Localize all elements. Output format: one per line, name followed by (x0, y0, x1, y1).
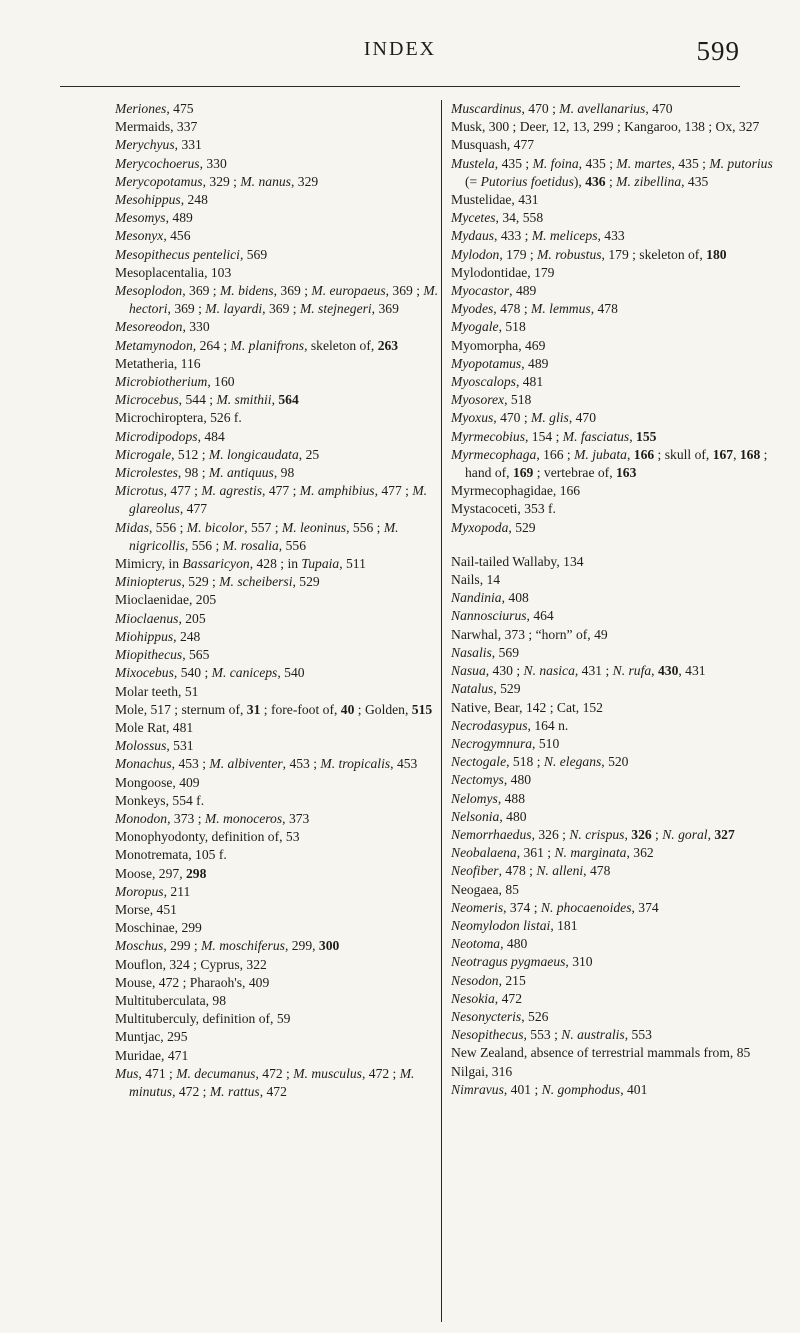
index-entry: Mycetes, 34, 558 (451, 210, 544, 226)
index-entry: Nimravus, 401 ; N. gomphodus, 401 (451, 1081, 648, 1097)
index-entry: Monkeys, 554 f. (115, 792, 205, 808)
index-entry: Nemorrhaedus, 326 ; N. crispus, 326 ; N. goral, 327 (451, 826, 735, 842)
index-entry: Monophyodonty, definition of, 53 (115, 829, 300, 845)
index-entry: Muntjac, 295 (115, 1029, 188, 1045)
index-entry: Microbiotherium, 160 (115, 374, 235, 390)
index-entry: Myosorex, 518 (451, 392, 532, 408)
index-entry: Morse, 451 (115, 901, 177, 917)
index-entry: Nectogale, 518 ; N. elegans, 520 (451, 754, 629, 770)
index-entry: Neotragus pygmaeus, 310 (451, 954, 593, 970)
index-entry: Mesoplacentalia, 103 (115, 264, 232, 280)
index-entry: Natalus, 529 (451, 681, 521, 697)
index-entry: Myoxus, 470 ; M. glis, 470 (451, 410, 596, 426)
index-entry: Mioclaenidae, 205 (115, 592, 217, 608)
page-header (60, 38, 740, 78)
running-title: INDEX (363, 38, 437, 60)
index-entry: Molar teeth, 51 (115, 683, 199, 699)
index-entry: Moose, 297, 298 (115, 865, 207, 881)
index-entry: Microdipodops, 484 (115, 428, 225, 444)
index-entry: Neobalaena, 361 ; N. marginata, 362 (451, 845, 654, 861)
index-entry: Muscardinus, 470 ; M. avellanarius, 470 (451, 101, 673, 116)
index-entry: Nandinia, 408 (451, 590, 529, 606)
index-entry: Neotoma, 480 (451, 936, 528, 952)
index-entry: Myrmecobius, 154 ; M. fasciatus, 155 (451, 428, 657, 444)
index-entry: Metatheria, 116 (115, 355, 201, 371)
index-entry: Multituberculy, definition of, 59 (115, 1011, 291, 1027)
index-entry: Mouse, 472 ; Pharaoh's, 409 (115, 974, 270, 990)
index-entry: Nasua, 430 ; N. nasica, 431 ; N. rufa, 430, 431 (451, 663, 706, 679)
index-entry: Mixocebus, 540 ; M. caniceps, 540 (115, 665, 305, 681)
column-divider (441, 100, 442, 1322)
index-entry: Nelomys, 488 (451, 790, 526, 806)
index-entry: Nilgai, 316 (451, 1063, 513, 1079)
index-entry: Microcebus, 544 ; M. smithii, 564 (115, 392, 299, 408)
index-entry: Monodon, 373 ; M. monoceros, 373 (115, 810, 310, 826)
index-entry: Mimicry, in Bassaricyon, 428 ; in Tupaia, 511 (115, 556, 366, 572)
index-entry: Neomylodon listai, 181 (451, 917, 578, 933)
index-entry: Myoscalops, 481 (451, 374, 544, 390)
index-entry: Mustelidae, 431 (451, 192, 539, 208)
index-entry: Necrodasypus, 164 n. (451, 717, 569, 733)
index-entry: Myomorpha, 469 (451, 337, 546, 353)
header-rule (60, 86, 740, 87)
index-entry: Merychyus, 331 (115, 137, 202, 153)
index-entry: Myxopoda, 529 (451, 519, 536, 535)
index-entry: Mesoplodon, 369 ; M. bidens, 369 ; M. europaeus, 369 ; M. hectori, 369 ; M. layardi, 369 ; M. stejnegeri, 369 (115, 283, 439, 317)
index-entry: Neomeris, 374 ; N. phocaenoides, 374 (451, 899, 659, 915)
index-entry: Mouflon, 324 ; Cyprus, 322 (115, 956, 267, 972)
index-entry: Microlestes, 98 ; M. antiquus, 98 (115, 465, 295, 481)
page-number: 599 (696, 36, 740, 66)
index-entry: Native, Bear, 142 ; Cat, 152 (451, 699, 603, 715)
index-entry: Mesoreodon, 330 (115, 319, 210, 335)
index-entry: Myodes, 478 ; M. lemmus, 478 (451, 301, 618, 317)
index-entry: Necrogymnura, 510 (451, 735, 560, 751)
index-entry: Neogaea, 85 (451, 881, 519, 897)
index-entry: Myrmecophaga, 166 ; M. jubata, 166 ; skull of, 167, 168 ; hand of, 169 ; vertebrae of, 163 (451, 446, 768, 481)
index-entry: Nesopithecus, 553 ; N. australis, 553 (451, 1027, 652, 1043)
index-entry: Nelsonia, 480 (451, 808, 527, 824)
index-entry: Moropus, 211 (115, 883, 191, 899)
index-entry: Midas, 556 ; M. bicolor, 557 ; M. leoninus, 556 ; M. nigricollis, 556 ; M. rosalia, 556 (115, 519, 399, 553)
index-entry: New Zealand, absence of terrestrial mammals from, 85 (451, 1045, 751, 1061)
index-entry: Nectomys, 480 (451, 772, 532, 788)
index-entry: Moschinae, 299 (115, 920, 202, 936)
index-entry: Nesodon, 215 (451, 972, 526, 988)
index-entry: Multituberculata, 98 (115, 992, 226, 1008)
index-entry: Monachus, 453 ; M. albiventer, 453 ; M. tropicalis, 453 (115, 756, 418, 772)
index-entry: Myogale, 518 (451, 319, 526, 335)
index-entry: Nesonycteris, 526 (451, 1008, 549, 1024)
index-entry: Mesomys, 489 (115, 210, 193, 226)
index-entry: Microgale, 512 ; M. longicaudata, 25 (115, 446, 320, 462)
index-entry: Myrmecophagidae, 166 (451, 483, 581, 499)
index-entry: Musquash, 477 (451, 137, 535, 153)
index-entry: Mioclaenus, 205 (115, 610, 206, 626)
index-entry: Mylodontidae, 179 (451, 264, 555, 280)
index-entry: Miopithecus, 565 (115, 647, 210, 663)
index-entry: Meriones, 475 (115, 101, 194, 116)
index-entry: Miohippus, 248 (115, 628, 201, 644)
index-entry: Mustela, 435 ; M. foina, 435 ; M. martes, 435 ; M. putorius (= Putorius foetidus), 436 ; M. zibellina, 435 (451, 155, 773, 189)
index-entry: Mesonyx, 456 (115, 228, 191, 244)
index-entry: Moschus, 299 ; M. moschiferus, 299, 300 (115, 938, 340, 954)
index-entry: Mermaids, 337 (115, 119, 198, 135)
index-entry: Muridae, 471 (115, 1047, 189, 1063)
index-entry: Mesopithecus pentelici, 569 (115, 246, 268, 262)
index-entry: Nails, 14 (451, 572, 501, 588)
index-entry: Mydaus, 433 ; M. meliceps, 433 (451, 228, 625, 244)
index-entry: Nasalis, 569 (451, 644, 519, 660)
index-entry: Microchiroptera, 526 f. (115, 410, 242, 426)
index-entry: Myopotamus, 489 (451, 355, 549, 371)
index-entry: Microtus, 477 ; M. agrestis, 477 ; M. amphibius, 477 ; M. glareolus, 477 (115, 483, 428, 517)
index-entry: Narwhal, 373 ; “horn” of, 49 (451, 626, 608, 642)
index-entry: Musk, 300 ; Deer, 12, 13, 299 ; Kangaroo, 138 ; Ox, 327 (451, 119, 760, 135)
index-entry: Mus, 471 ; M. decumanus, 472 ; M. musculus, 472 ; M. minutus, 472 ; M. rattus, 472 (115, 1065, 415, 1099)
index-entry: Neofiber, 478 ; N. alleni, 478 (451, 863, 611, 879)
index-entry: Miniopterus, 529 ; M. scheibersi, 529 (115, 574, 320, 590)
index-entry: Nesokia, 472 (451, 990, 522, 1006)
index-entry: Myocastor, 489 (451, 283, 537, 299)
index-entry: Mesohippus, 248 (115, 192, 208, 208)
index-column-left (115, 100, 440, 1101)
index-entry: Monotremata, 105 f. (115, 847, 227, 863)
index-entry: Mole, 517 ; sternum of, 31 ; fore-foot of, 40 ; Golden, 515 (115, 701, 433, 717)
index-entry: Molossus, 531 (115, 738, 194, 754)
index-entry: Mongoose, 409 (115, 774, 200, 790)
index-column-right (451, 100, 776, 1099)
index-entry: Merycochoerus, 330 (115, 155, 227, 171)
index-entry: Nannosciurus, 464 (451, 608, 554, 624)
index-entry: Mystacoceti, 353 f. (451, 501, 556, 517)
index-entry: Metamynodon, 264 ; M. planifrons, skeleton of, 263 (115, 337, 399, 353)
index-entry: Mole Rat, 481 (115, 719, 194, 735)
index-entry: Mylodon, 179 ; M. robustus, 179 ; skeleton of, 180 (451, 246, 727, 262)
index-entry: Nail-tailed Wallaby, 134 (451, 553, 584, 569)
index-entry: Merycopotamus, 329 ; M. nanus, 329 (115, 173, 319, 189)
